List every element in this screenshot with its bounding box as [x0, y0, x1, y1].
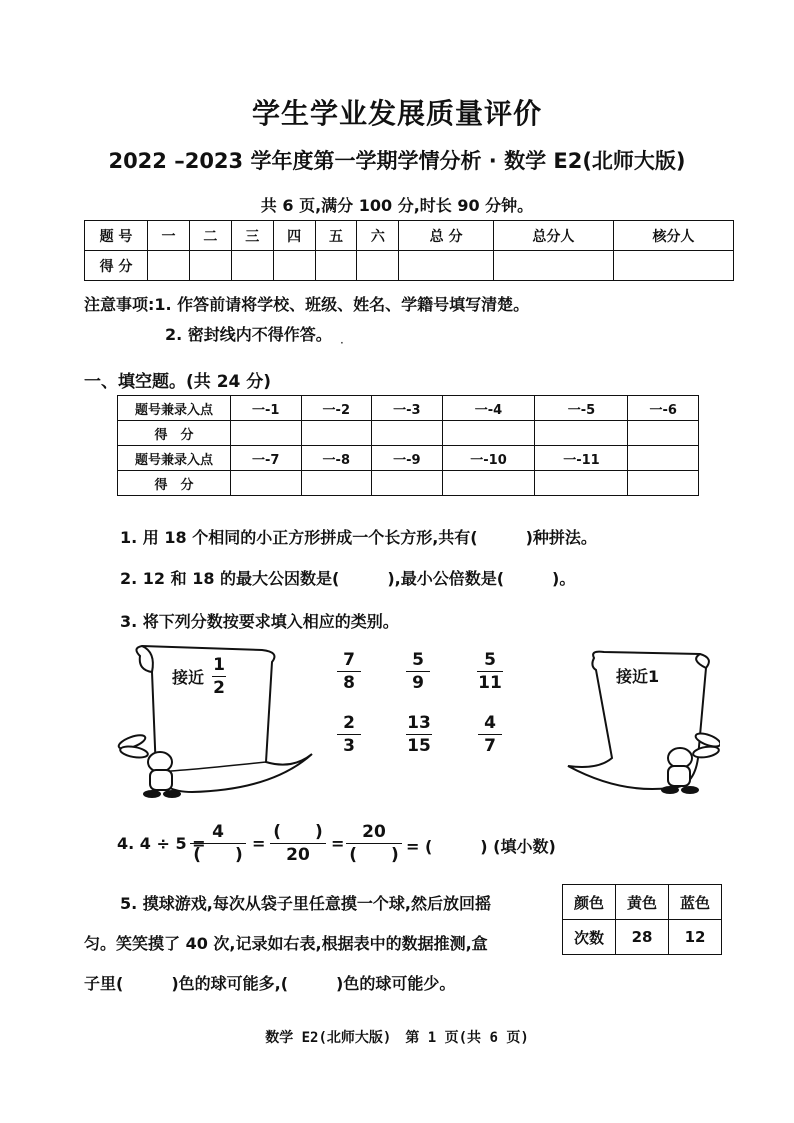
score-label: 得 分: [118, 471, 231, 496]
score-entry-cell[interactable]: [273, 251, 315, 281]
score-table-cell: 总 分: [399, 221, 494, 251]
score-table-cell: 总分人: [493, 221, 613, 251]
ball-table-row: [563, 920, 722, 955]
question-4-suffix: = ( ) (填小数): [406, 837, 556, 856]
ball-table-cell: 28: [616, 920, 669, 955]
fraction-bar: [406, 734, 432, 735]
fraction-denominator[interactable]: ( ): [349, 845, 399, 865]
score-table-cell: 题 号: [85, 221, 148, 251]
fraction-denominator: 3: [343, 736, 355, 756]
exam-subtitle: 2022 –2023 学年度第一学期学情分析 · 数学 E2(北师大版): [108, 149, 686, 173]
fraction-numerator: 7: [343, 650, 355, 670]
entry-row-scores-2: [118, 471, 699, 496]
fraction-numerator: 20: [362, 822, 386, 842]
ball-table-cell: 黄色: [616, 885, 669, 920]
fraction-numerator: 13: [407, 713, 431, 733]
fraction-bar: [477, 671, 503, 672]
left-scroll-fraction: [212, 655, 226, 698]
entry-score-cell[interactable]: [372, 471, 443, 496]
fraction-bar: [270, 843, 326, 844]
fraction-denominator: 20: [286, 845, 310, 865]
entry-label: 题号兼录入点: [118, 396, 231, 421]
entry-score-cell[interactable]: [301, 471, 372, 496]
fraction-bar: [337, 734, 361, 735]
score-row-label: 得 分: [85, 251, 148, 281]
entry-score-cell[interactable]: [231, 421, 302, 446]
question-4-prefix: 4. 4 ÷ 5 =: [117, 834, 206, 853]
score-entry-cell[interactable]: [189, 251, 231, 281]
exam-meta: 共 6 页,满分 100 分,时长 90 分钟。: [260, 196, 534, 215]
entry-score-cell[interactable]: [628, 471, 699, 496]
score-table: [84, 220, 734, 281]
question-1: 1. 用 18 个相同的小正方形拼成一个长方形,共有( )种拼法。: [120, 528, 597, 547]
notice-line-1: 注意事项:1. 作答前请将学校、班级、姓名、学籍号填写清楚。: [84, 295, 530, 314]
score-table-header-row: [85, 221, 734, 251]
entry-id-cell: 一-5: [535, 396, 628, 421]
fraction-numerator: 1: [213, 655, 225, 675]
fraction-denominator: 11: [478, 673, 502, 693]
score-entry-cell[interactable]: [613, 251, 733, 281]
fraction-item: [477, 650, 503, 693]
score-entry-cell[interactable]: [231, 251, 273, 281]
section-1-title: 一、填空题。(共 24 分): [84, 372, 272, 392]
score-entry-cell[interactable]: [357, 251, 399, 281]
fraction-numerator: 5: [412, 650, 424, 670]
fraction-numerator: 5: [484, 650, 496, 670]
q4-equals: =: [331, 834, 345, 853]
fraction-numerator[interactable]: ( ): [273, 822, 323, 842]
entry-score-cell[interactable]: [372, 421, 443, 446]
q4-fraction-2: [270, 822, 326, 865]
score-label: 得 分: [118, 421, 231, 446]
fraction-numerator: 4: [212, 822, 224, 842]
entry-score-cell[interactable]: [442, 471, 535, 496]
fraction-denominator: 2: [213, 678, 225, 698]
fraction-bar: [406, 671, 430, 672]
right-scroll-label: 接近1: [616, 667, 660, 686]
fraction-bar: [190, 843, 246, 844]
ball-count-table: [562, 884, 722, 955]
entry-id-cell: 一-9: [372, 446, 443, 471]
entry-id-cell: 一-2: [301, 396, 372, 421]
entry-id-cell: 一-6: [628, 396, 699, 421]
entry-id-cell: 一-7: [231, 446, 302, 471]
decorative-dot: ·: [340, 336, 344, 350]
q4-fraction-3: [346, 822, 402, 865]
ball-table-cell: 蓝色: [669, 885, 722, 920]
question-5-line-3: 子里( )色的球可能多,( )色的球可能少。: [84, 974, 456, 993]
score-table-cell: 五: [315, 221, 357, 251]
score-entry-cell[interactable]: [315, 251, 357, 281]
entry-id-cell: 一-1: [231, 396, 302, 421]
fraction-item: [406, 650, 430, 693]
score-table-score-row: [85, 251, 734, 281]
q4-equals: =: [252, 834, 266, 853]
fraction-numerator: 2: [343, 713, 355, 733]
question-2: 2. 12 和 18 的最大公因数是( ),最小公倍数是( )。: [120, 569, 576, 588]
fraction-denominator: 9: [412, 673, 424, 693]
entry-score-cell[interactable]: [535, 421, 628, 446]
entry-row-scores-1: [118, 421, 699, 446]
entry-row-ids-2: [118, 446, 699, 471]
page-title: 学生学业发展质量评价: [251, 97, 542, 130]
entry-id-cell: 一-10: [442, 446, 535, 471]
entry-id-cell: 一-3: [372, 396, 443, 421]
score-table-cell: 六: [357, 221, 399, 251]
entry-id-cell: 一-4: [442, 396, 535, 421]
entry-score-cell[interactable]: [231, 471, 302, 496]
entry-score-cell[interactable]: [535, 471, 628, 496]
ball-table-header: [563, 885, 722, 920]
ball-table-cell: 次数: [563, 920, 616, 955]
entry-score-cell[interactable]: [301, 421, 372, 446]
fraction-denominator[interactable]: ( ): [193, 845, 243, 865]
fraction-denominator: 8: [343, 673, 355, 693]
score-table-cell: 核分人: [613, 221, 733, 251]
question-5-line-1: 5. 摸球游戏,每次从袋子里任意摸一个球,然后放回摇: [120, 894, 491, 913]
q4-fraction-1: [190, 822, 246, 865]
fraction-item: [406, 713, 432, 756]
entry-id-cell: 一-8: [301, 446, 372, 471]
notice-line-2: 2. 密封线内不得作答。: [165, 325, 332, 344]
ball-table-cell: 12: [669, 920, 722, 955]
ball-table-cell: 颜色: [563, 885, 616, 920]
fraction-numerator: 4: [484, 713, 496, 733]
fraction-bar: [346, 843, 402, 844]
entry-id-cell: 一-11: [535, 446, 628, 471]
score-table-cell: 一: [148, 221, 190, 251]
score-entry-cell[interactable]: [399, 251, 494, 281]
entry-label: 题号兼录入点: [118, 446, 231, 471]
score-table-cell: 四: [273, 221, 315, 251]
fraction-bar: [337, 671, 361, 672]
fraction-item: [337, 650, 361, 693]
score-table-cell: 二: [189, 221, 231, 251]
question-5-line-2: 匀。笑笑摸了 40 次,记录如右表,根据表中的数据推测,盒: [84, 934, 488, 953]
entry-table: [117, 395, 699, 496]
fraction-bar: [478, 734, 502, 735]
entry-row-ids-1: [118, 396, 699, 421]
fraction-denominator: 7: [484, 736, 496, 756]
fraction-item: [478, 713, 502, 756]
fraction-item: [337, 713, 361, 756]
score-entry-cell[interactable]: [493, 251, 613, 281]
fraction-bar: [212, 676, 226, 677]
page-footer: 数学 E2(北师大版) 第 1 页(共 6 页): [265, 1030, 529, 1046]
fraction-denominator: 15: [407, 736, 431, 756]
entry-score-cell[interactable]: [628, 421, 699, 446]
entry-score-cell[interactable]: [442, 421, 535, 446]
score-table-cell: 三: [231, 221, 273, 251]
question-3: 3. 将下列分数按要求填入相应的类别。: [120, 612, 399, 631]
left-scroll-label: 接近: [172, 668, 205, 687]
entry-id-cell: [628, 446, 699, 471]
score-entry-cell[interactable]: [148, 251, 190, 281]
